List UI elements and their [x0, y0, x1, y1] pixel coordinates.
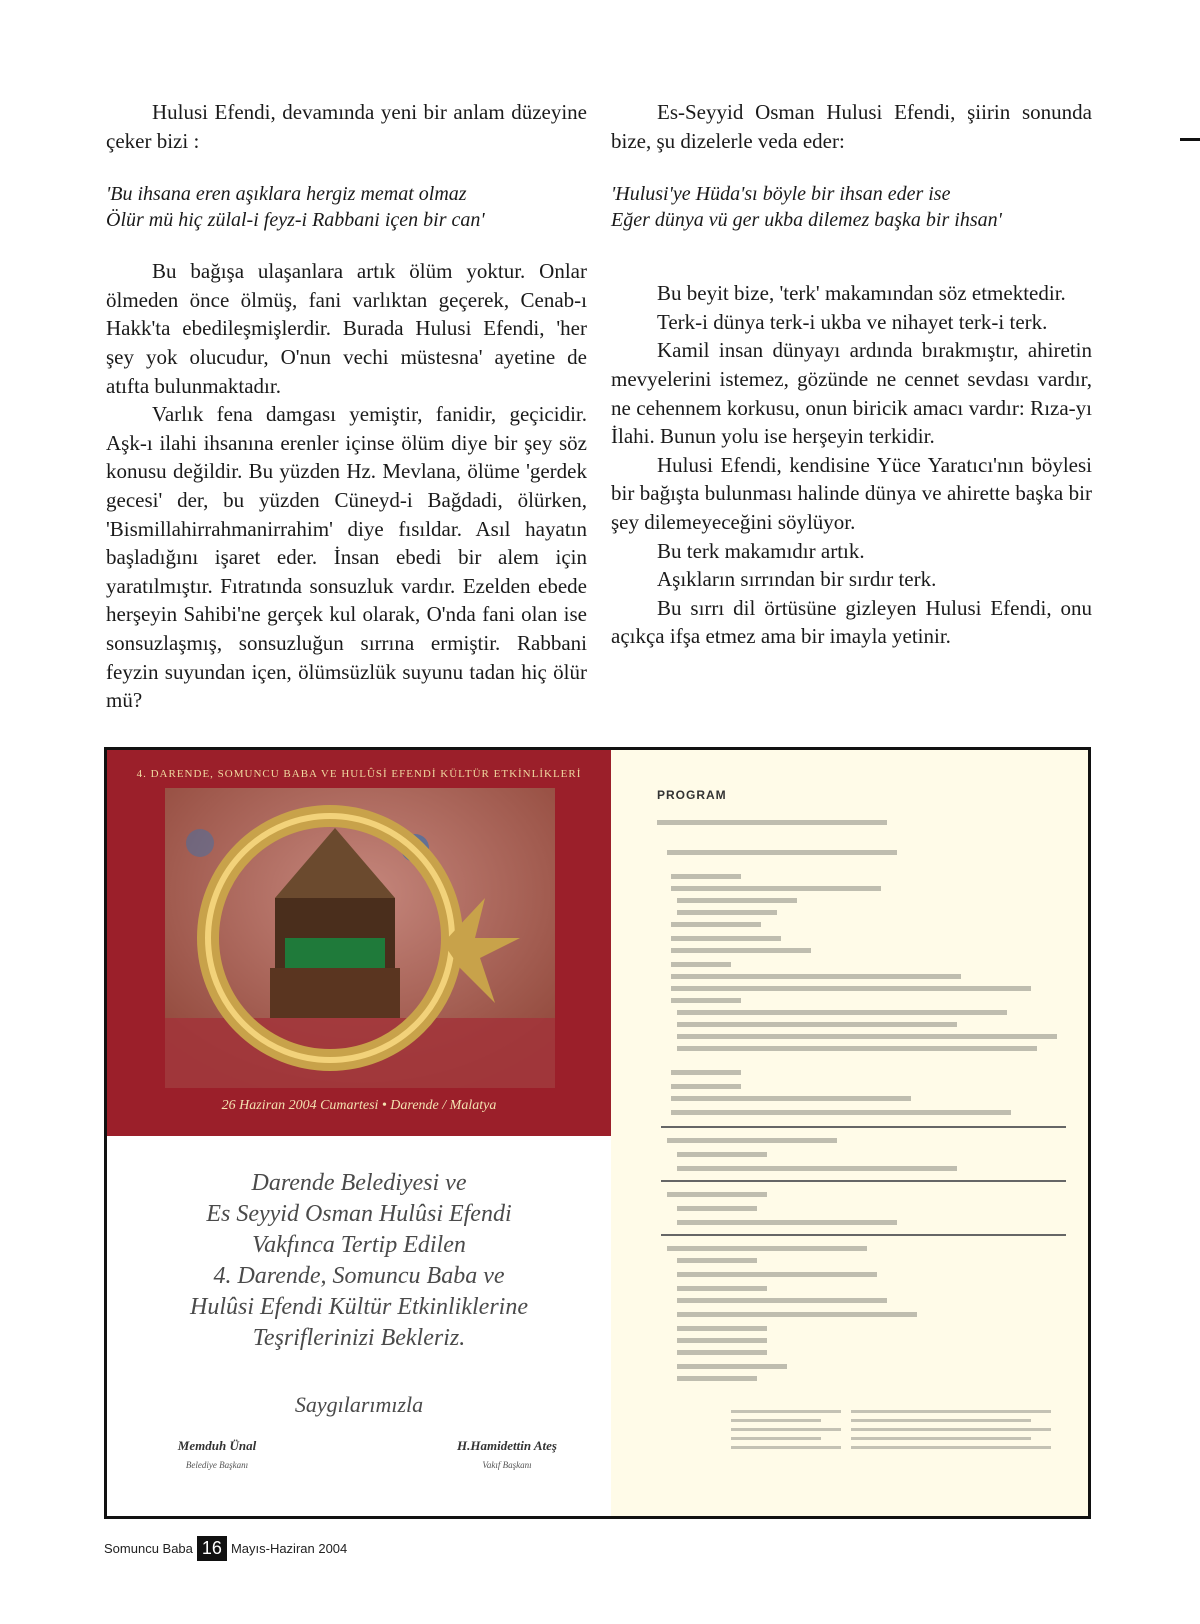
invitation-text — [117, 1168, 601, 1354]
paragraph: Varlık fena damgası yemiştir, fanidir, geçicidir. Aşk-ı ilahi ihsanına erenler içinse ölüm diye bir şey söz konusu değildir. Bu yüzden Hz. Mevlana, ölüme 'gerdek gecesi' der, bu yüzden Cüneyd-i Bağdadi, ölürken, 'Bismillahirrahmanirrahim' diye fısıldar. Asıl hayatın başladığını işaret eder. İnsan ebedi bir alem için yaratılmıştır. Fıtratında sonsuzluk vardır. Ezelden ebede herşeyin Sahibi'ne gerçek kul olarak, O'nda fani olan ise sonsuzlaşmış, sonsuzluğun sırrına ermiştir. Rabbani feyzin suyundan içen, ölümsüzlük suyunu tadan hiç ölür mü? — [106, 402, 587, 713]
program-footer-line — [731, 1446, 841, 1449]
mayor-signature — [137, 1438, 297, 1470]
program-text-line — [671, 1110, 1011, 1115]
paragraph: Kamil insan dünyayı ardında bırakmıştır, ahiretin mevyelerini istemez, gözünde ne cennet sevdası vardır, ne cehennem korkusu, onun biricik amacı vardır: Rıza-yı İlahi. Bunun yolu ise herşeyin terkidir. — [611, 338, 1092, 449]
program-footer-line — [731, 1428, 841, 1431]
program-footer-line — [851, 1428, 1051, 1431]
invite-line: Vakfınca Tertip Edilen — [252, 1232, 466, 1258]
program-text-line — [677, 1152, 767, 1157]
program-text-line — [677, 1272, 877, 1277]
program-text-line — [677, 1364, 787, 1369]
left-article-column — [106, 98, 587, 715]
paragraph: Bu beyit bize, 'terk' makamından söz etmektedir. — [657, 281, 1066, 306]
program-text-line — [671, 936, 781, 941]
program-text-line — [671, 1084, 741, 1089]
program-text-line — [671, 974, 961, 979]
program-footer-line — [851, 1437, 1031, 1440]
issue-date: Mayıs-Haziran 2004 — [230, 1541, 348, 1556]
program-schedule — [611, 750, 1088, 1516]
paragraph: Bu bağışa ulaşanlara artık ölüm yoktur. Onlar ölmeden önce ölmüş, fani varlıktan geçerek, Cenab-ı Hakk'ta ebedileşmişlerdir. Burada Hulusi Efendi, 'her şey yok olucudur, O'nun vechi müstesna' ayetine de atıfta bulunmaktadır. — [106, 259, 587, 398]
program-text-line — [671, 986, 1031, 991]
foundation-signature — [427, 1438, 587, 1470]
program-footer-line — [851, 1419, 1031, 1422]
program-text-line — [671, 998, 741, 1003]
program-footer-line — [731, 1410, 841, 1413]
invitation-flyer-image — [104, 747, 1091, 1519]
signatory-title: Belediye Başkanı — [185, 1460, 249, 1470]
program-text-line — [671, 1096, 911, 1101]
program-text-line — [677, 1326, 767, 1331]
right-article-column — [611, 98, 1092, 651]
program-text-line — [671, 886, 881, 891]
invitation-card — [107, 750, 611, 1516]
invite-line: Hulûsi Efendi Kültür Etkinliklerine — [190, 1294, 528, 1320]
program-divider — [661, 1234, 1066, 1236]
program-text-line — [677, 898, 797, 903]
poster-banner: 4. DARENDE, SOMUNCU BABA VE HULÛSİ EFENDİ KÜLTÜR ETKİNLİKLERİ — [136, 768, 582, 780]
program-text-line — [667, 850, 897, 855]
program-text-line — [671, 962, 731, 967]
program-text-line — [671, 1070, 741, 1075]
program-text-line — [671, 874, 741, 879]
paragraph: Es-Seyyid Osman Hulusi Efendi, şiirin sonunda bize, şu dizelerle veda eder: — [611, 100, 1092, 153]
verse-line: 'Bu ihsana eren aşıklara hergiz memat olmaz — [106, 183, 467, 206]
program-text-line — [677, 1034, 1057, 1039]
program-text-line — [671, 922, 761, 927]
program-text-line — [657, 820, 887, 825]
program-divider — [661, 1126, 1066, 1128]
program-text-line — [667, 1138, 837, 1143]
program-text-line — [677, 1022, 957, 1027]
signatory-name: H.Hamidettin Ateş — [457, 1438, 557, 1453]
program-text-line — [677, 1046, 1037, 1051]
page-footer — [104, 1536, 347, 1562]
signatory-title: Vakıf Başkanı — [482, 1460, 532, 1470]
magazine-name: Somuncu Baba — [104, 1541, 193, 1556]
program-text-line — [677, 1220, 897, 1225]
page-edge-mark — [1180, 138, 1200, 141]
paragraph: Hulusi Efendi, kendisine Yüce Yaratıcı'nın böylesi bir bağışta bulunması halinde dünya ve ahirette başka bir şey dilemeyeceğini söylüyor. — [611, 452, 1092, 534]
program-text-line — [677, 1350, 767, 1355]
program-text-line — [671, 948, 811, 953]
program-text-line — [677, 1286, 767, 1291]
program-text-line — [677, 1312, 917, 1317]
program-footer-line — [851, 1410, 1051, 1413]
page-number: 16 — [197, 1536, 227, 1561]
program-text-line — [677, 1206, 757, 1211]
program-text-line — [677, 1376, 757, 1381]
crescent-tomb-illustration — [125, 788, 593, 1088]
program-text-line — [677, 1338, 767, 1343]
program-text-line — [677, 1258, 757, 1263]
program-title: PROGRAM — [657, 788, 727, 802]
program-text-line — [677, 910, 777, 915]
poster-date: 26 Haziran 2004 Cumartesi • Darende / Malatya — [221, 1098, 497, 1113]
program-footer-line — [731, 1419, 821, 1422]
invite-line: Darende Belediyesi ve — [251, 1170, 467, 1196]
program-footer-line — [731, 1437, 821, 1440]
paragraph: Bu sırrı dil örtüsüne gizleyen Hulusi Efendi, onu açıkça ifşa etmez ama bir imayla yetinir. — [611, 595, 1092, 649]
program-text-line — [677, 1298, 887, 1303]
event-poster — [107, 750, 611, 1136]
verse-line: Eğer dünya vü ger ukba dilemez başka bir ihsan' — [611, 209, 1002, 232]
program-text-line — [667, 1246, 867, 1251]
verse-line: Ölür mü hiç zülal-i feyz-i Rabbani içen bir can' — [106, 209, 485, 232]
invite-line: 4. Darende, Somuncu Baba ve — [213, 1263, 505, 1289]
paragraph: Hulusi Efendi, devamında yeni bir anlam düzeyine çeker bizi : — [106, 100, 587, 153]
invite-line: Teşriflerinizi Bekleriz. — [252, 1325, 466, 1351]
paragraph: Terk-i dünya terk-i ukba ve nihayet terk-i terk. — [657, 309, 1048, 334]
verse-line: 'Hulusi'ye Hüda'sı böyle bir ihsan eder ise — [611, 183, 951, 206]
program-divider — [661, 1180, 1066, 1182]
paragraph: Bu terk makamıdır artık. — [657, 538, 865, 563]
paragraph: Aşıkların sırrından bir sırdır terk. — [657, 567, 937, 592]
invite-line: Es Seyyid Osman Hulûsi Efendi — [206, 1201, 512, 1227]
program-text-line — [677, 1166, 957, 1171]
regards-text: Saygılarımızla — [294, 1392, 424, 1417]
program-text-line — [667, 1192, 767, 1197]
program-footer-line — [851, 1446, 1051, 1449]
signatory-name: Memduh Ünal — [177, 1438, 257, 1453]
program-text-line — [677, 1010, 1007, 1015]
